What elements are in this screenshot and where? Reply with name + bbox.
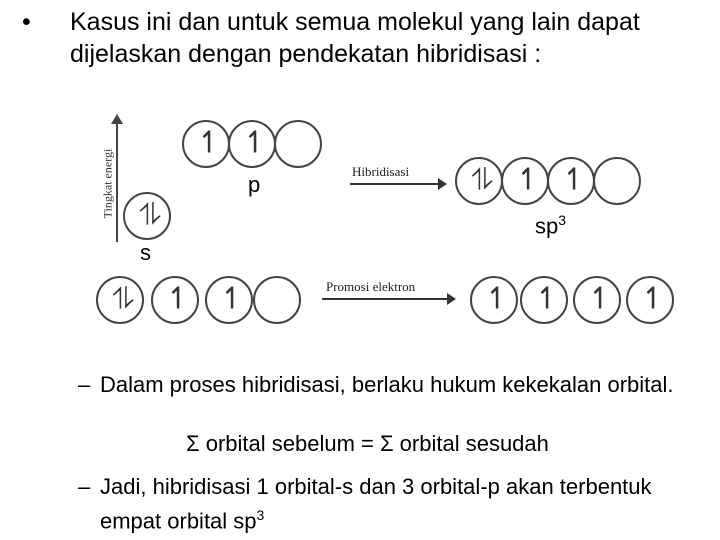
conclusion-text: Jadi, hibridisasi 1 orbital-s dan 3 orbital-p akan terbentuk empat orbital sp — [100, 474, 652, 534]
electron-up-icon: ↿ — [561, 162, 581, 198]
sub-bullet-dash: – — [78, 474, 91, 499]
label-p: p — [248, 172, 261, 197]
sub-bullet-conclusion — [78, 472, 708, 535]
electron-pair-icon: ⥮ — [112, 281, 128, 317]
main-bullet — [22, 6, 702, 70]
electron-up-icon: ↿ — [640, 281, 660, 317]
equation-text: Σ orbital sebelum = Σ orbital sesudah — [186, 431, 549, 456]
orbital-promoted-1 — [470, 276, 518, 324]
hybridization-arrow — [350, 183, 445, 185]
orbital-row-p3 — [253, 276, 301, 324]
electron-up-icon: ↿ — [587, 281, 607, 317]
conclusion-wrapper — [100, 472, 708, 535]
energy-axis-arrowhead — [111, 114, 123, 124]
electron-up-icon: ↿ — [515, 162, 535, 198]
orbital-s — [123, 192, 171, 240]
orbital-row-s — [96, 276, 144, 324]
orbital-hyb-3 — [547, 157, 595, 205]
sub-bullet-dash: – — [78, 372, 91, 397]
orbital-hyb-2 — [501, 157, 549, 205]
orbital-p1 — [182, 120, 230, 168]
orbital-row-p1 — [151, 276, 199, 324]
sub-bullet-text: Dalam proses hibridisasi, berlaku hukum kekekalan orbital. — [100, 372, 674, 397]
orbital-promoted-4 — [626, 276, 674, 324]
electron-pair-icon: ⥮ — [471, 162, 487, 198]
promotion-arrow — [322, 298, 454, 300]
promotion-label: Promosi elektron — [326, 279, 416, 294]
electron-pair-icon: ⥮ — [139, 197, 155, 233]
orbital-p2 — [228, 120, 276, 168]
orbital-promoted-2 — [520, 276, 568, 324]
orbital-row-p2 — [205, 276, 253, 324]
label-sp3 — [535, 212, 566, 239]
main-bullet-text: Kasus ini dan untuk semua molekul yang lain dapat dijelaskan dengan pendekatan hibridisasi : — [70, 8, 640, 68]
orbital-hyb-4 — [593, 157, 641, 205]
orbital-p3 — [274, 120, 322, 168]
label-sp3-base: sp — [535, 213, 559, 239]
electron-up-icon: ↿ — [219, 281, 239, 317]
electron-up-icon: ↿ — [196, 125, 216, 161]
label-sp3-sup: 3 — [558, 212, 567, 228]
electron-up-icon: ↿ — [165, 281, 185, 317]
sub-bullet-conservation — [78, 370, 708, 399]
electron-up-icon: ↿ — [242, 125, 262, 161]
bullet-dot: • — [22, 8, 31, 36]
orbital-promoted-3 — [573, 276, 621, 324]
sub-bullet-equation — [186, 429, 686, 458]
orbital-hyb-1 — [455, 157, 503, 205]
electron-up-icon: ↿ — [484, 281, 504, 317]
energy-axis — [116, 122, 118, 242]
hybridization-label: Hibridisasi — [352, 164, 410, 179]
electron-up-icon: ↿ — [534, 281, 554, 317]
energy-axis-label: Tingkat energi — [100, 148, 115, 219]
conclusion-sup: 3 — [256, 507, 265, 523]
label-s: s — [140, 240, 151, 265]
